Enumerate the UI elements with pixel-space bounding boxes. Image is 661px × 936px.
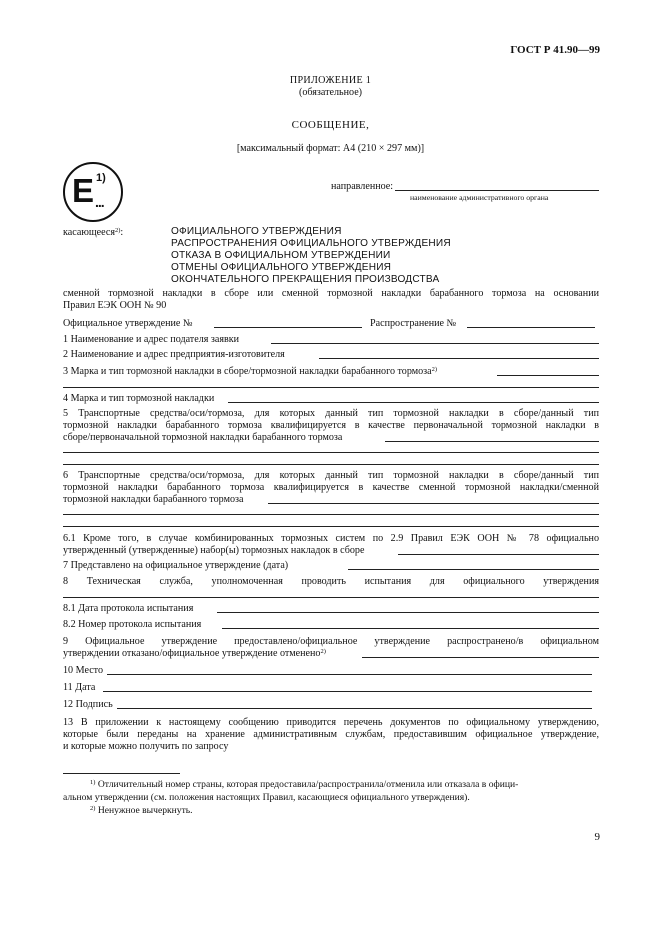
footnote-separator: [63, 773, 180, 774]
footnote-1-line-1: $^{1)}$ Отличительный номер страны, которая предоставила/распространила/отменила или отказала в офици-: [90, 779, 519, 790]
item-6-field-continued-2[interactable]: [63, 526, 599, 527]
item-6-1-field[interactable]: [398, 554, 599, 555]
item-9-field[interactable]: [362, 657, 599, 658]
item-8-label: 8 Техническая служба, уполномоченная проводить испытания для официального утверждения: [63, 576, 599, 587]
item-5-line-1: 5 Транспортные средства/оси/тормоза, для которых данный тип тормозной накладки в сборе/данный тип: [63, 408, 599, 419]
item-8-1-label: 8.1 Дата протокола испытания: [63, 603, 194, 614]
e-approval-mark: [63, 162, 123, 222]
concerning-option-refusal: ОТКАЗА В ОФИЦИАЛЬНОМ УТВЕРЖДЕНИИ: [171, 250, 391, 261]
sent-to-label: направленное:: [331, 181, 394, 192]
item-5-line-2: тормозной накладки барабанного тормоза квалифицируется в качестве первоначальной тормозной накладки в: [63, 420, 599, 431]
item-13-line-3: и которые можно получить по запросу: [63, 741, 229, 752]
item-5-field-continued-2[interactable]: [63, 464, 599, 465]
item-12-label: 12 Подпись: [63, 699, 113, 710]
item-11-label: 11 Дата: [63, 682, 96, 693]
subject-line-1: сменной тормозной накладки в сборе или сменной тормозной накладки барабанного тормоза на основании: [63, 288, 599, 299]
item-3-field-continued[interactable]: [63, 387, 599, 388]
approval-number-label: Официальное утверждение №: [63, 318, 193, 329]
concerning-option-withdrawal: ОТМЕНЫ ОФИЦИАЛЬНОГО УТВЕРЖДЕНИЯ: [171, 262, 392, 273]
footnote-2: $^{2)}$ Ненужное вычеркнуть.: [90, 805, 193, 816]
annex-title: ПРИЛОЖЕНИЕ 1: [289, 75, 372, 86]
item-8-field[interactable]: [63, 597, 599, 598]
item-3-field[interactable]: [497, 375, 599, 376]
item-4-field[interactable]: [228, 402, 599, 403]
e-letter: E: [72, 172, 95, 209]
item-12-signature-field[interactable]: [117, 708, 592, 709]
extension-number-label: Распространение №: [370, 318, 457, 329]
item-8-1-field[interactable]: [217, 612, 599, 613]
item-8-2-label: 8.2 Номер протокола испытания: [63, 619, 202, 630]
item-4-label: 4 Марка и тип тормозной накладки: [63, 393, 215, 404]
page-number: 9: [594, 831, 600, 843]
item-5-field-continued-1[interactable]: [63, 452, 599, 453]
item-3-label: 3 Марка и тип тормозной накладки в сборе/тормозной накладки барабанного тормоза$^{2)}$: [63, 366, 438, 377]
item-1-field[interactable]: [271, 343, 599, 344]
footnote-1-line-2: альном утверждении (см. положения настоящих Правил, касающиеся официального утверждения).: [63, 792, 470, 803]
e-mark-country-number: ...: [95, 194, 104, 210]
item-2-label: 2 Наименование и адрес предприятия-изготовителя: [63, 349, 285, 360]
concerning-label: касающееся$^{2)}$:: [63, 227, 124, 238]
item-7-label: 7 Представлено на официальное утверждение (дата): [63, 560, 289, 571]
annex-status: (обязательное): [298, 87, 363, 98]
item-9-line-2: утверждении отказано/официальное утверждение отменено$^{2)}$: [63, 648, 326, 659]
item-6-field-continued-1[interactable]: [63, 514, 599, 515]
sent-to-field[interactable]: [395, 190, 599, 191]
item-6-line-1: 6 Транспортные средства/оси/тормоза, для которых данный тип тормозной накладки в сборе/данный тип: [63, 470, 599, 481]
item-6-line-2: тормозной накладки барабанного тормоза квалифицируется в качестве сменной тормозной накладки/сменной: [63, 482, 599, 493]
message-title: СООБЩЕНИЕ,: [291, 119, 370, 131]
item-7-field[interactable]: [348, 569, 599, 570]
item-1-label: 1 Наименование и адрес подателя заявки: [63, 334, 240, 345]
concerning-option-discontinued: ОКОНЧАТЕЛЬНОГО ПРЕКРАЩЕНИЯ ПРОИЗВОДСТВА: [171, 274, 440, 285]
sent-to-caption: наименование административного органа: [410, 193, 549, 202]
item-10-place-field[interactable]: [107, 674, 592, 675]
concerning-option-extension: РАСПРОСТРАНЕНИЯ ОФИЦИАЛЬНОГО УТВЕРЖДЕНИЯ: [171, 238, 451, 249]
item-5-field[interactable]: [385, 441, 599, 442]
item-13-line-1: 13 В приложении к настоящему сообщению приводится перечень документов по официальному утверждению,: [63, 717, 599, 728]
item-9-line-1: 9 Официальное утверждение предоставлено/официальное утверждение распространено/в официальном: [63, 636, 599, 647]
standard-number: ГОСТ Р 41.90—99: [510, 44, 600, 56]
item-8-2-field[interactable]: [222, 628, 599, 629]
approval-number-field[interactable]: [214, 327, 362, 328]
subject-line-2: Правил ЕЭК ООН № 90: [63, 300, 167, 311]
item-11-date-field[interactable]: [103, 691, 592, 692]
e-mark-footnote: 1): [96, 172, 106, 184]
item-2-field[interactable]: [319, 358, 599, 359]
item-6-1-line-2: утвержденный (утвержденные) набор(ы) тормозных накладок в сборе: [63, 545, 365, 556]
item-6-line-3: тормозной накладки барабанного тормоза: [63, 494, 244, 505]
item-6-1-line-1: 6.1 Кроме того, в случае комбинированных тормозных систем по 2.9 Правил ЕЭК ООН № 78 официально: [63, 533, 599, 544]
concerning-option-approval: ОФИЦИАЛЬНОГО УТВЕРЖДЕНИЯ: [171, 226, 342, 237]
format-note: [максимальный формат: A4 (210 × 297 мм)]: [236, 143, 425, 154]
item-6-field[interactable]: [268, 503, 599, 504]
item-10-label: 10 Место: [63, 665, 103, 676]
item-13-line-2: которые были переданы на хранение административным службам, предоставившим официальное утверждение,: [63, 729, 599, 740]
extension-number-field[interactable]: [467, 327, 595, 328]
item-5-line-3: сборе/первоначальной тормозной накладки барабанного тормоза: [63, 432, 343, 443]
